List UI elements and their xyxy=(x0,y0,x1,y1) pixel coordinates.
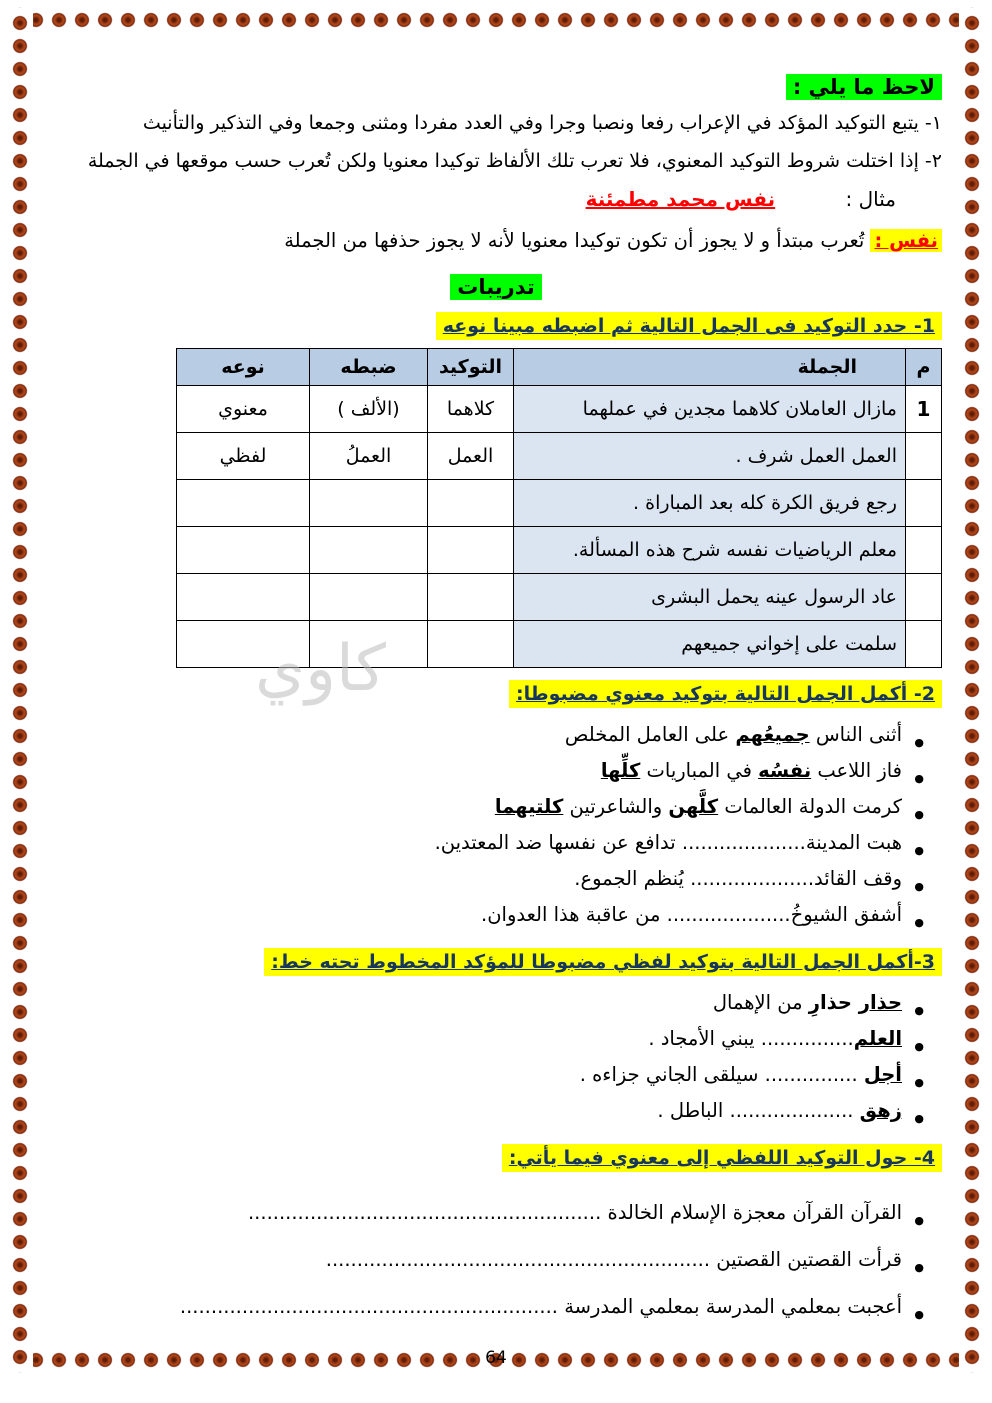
cell-sentence: العمل العمل شرف . xyxy=(514,433,906,480)
example-text: نفس محمد مطمئنة xyxy=(585,186,776,211)
table-row xyxy=(177,527,942,574)
list-item: ● حذار حذارِ من الإهمال xyxy=(50,988,926,1018)
exercise3-heading: 3-أكمل الجمل التالية بتوكيد لفظي مضبوطا للمؤكد المخطوط تحته خط: xyxy=(264,948,942,976)
rule-point-2: ٢- إذا اختلت شروط التوكيد المعنوي، فلا تعرب تلك الألفاظ توكيدا معنويا ولكن تُعرب حسب موقعها في الجملة xyxy=(87,150,942,173)
list-item: ● أشفق الشيوخُ.................... من عاقبة هذا العدوان. xyxy=(50,900,926,930)
note-line xyxy=(50,225,942,256)
list-item: ● وقف القائد.................... يُنظم الجموع. xyxy=(50,864,926,894)
cell-sentence: مازال العاملان كلاهما مجدين في عملهما xyxy=(514,386,906,433)
emphasis-table xyxy=(176,348,942,668)
exercise2-list xyxy=(50,720,942,930)
exercise1-heading-row xyxy=(50,300,942,340)
col-header-dabt: ضبطه xyxy=(310,349,428,386)
cell-num xyxy=(906,574,942,621)
exercise3-heading-row xyxy=(50,936,942,976)
list-item: ● كرمت الدولة العالمات كلَّهن والشاعرتين كلتيهما xyxy=(50,792,926,822)
list-item: ● أجل ............... سيلقى الجاني جزاءه . xyxy=(50,1060,926,1090)
table-row xyxy=(177,621,942,668)
list-item: ● القرآن القرآن معجزة الإسلام الخالدة ......................................................... xyxy=(50,1198,926,1228)
ornament-border-left xyxy=(7,7,33,1373)
cell-num xyxy=(906,527,942,574)
cell-dabt xyxy=(310,574,428,621)
watermark: كاوي xyxy=(255,632,386,706)
list-item: ● أثنى الناس جميعُهم على العامل المخلص xyxy=(50,720,926,750)
cell-dabt xyxy=(310,527,428,574)
list-item: ● هبت المدينة.................... تدافع عن نفسها ضد المعتدين. xyxy=(50,828,926,858)
cell-dabt: العملُ xyxy=(310,433,428,480)
list-item: ● العلم............... يبني الأمجاد . xyxy=(50,1024,926,1054)
table-header-row xyxy=(177,349,942,386)
cell-num xyxy=(906,621,942,668)
cell-num: 1 xyxy=(906,386,942,433)
ornament-border-right xyxy=(959,7,985,1373)
cell-emphasis: كلاهما xyxy=(428,386,514,433)
page-number: 64 xyxy=(485,1348,507,1369)
col-header-sentence: الجملة xyxy=(514,349,906,386)
cell-type: معنوي xyxy=(177,386,310,433)
col-header-type: نوعه xyxy=(177,349,310,386)
cell-dabt xyxy=(310,480,428,527)
ornament-border-top xyxy=(7,7,985,33)
cell-dabt: (الألف ) xyxy=(310,386,428,433)
cell-sentence: سلمت على إخواني جميعهم xyxy=(514,621,906,668)
rule-point-1: ١- يتبع التوكيد المؤكد في الإعراب رفعا ونصبا وجرا وفي العدد مفردا ومثنى وجمعا وفي التذكير والتأنيث xyxy=(142,112,942,134)
exercises-heading-row xyxy=(50,274,942,300)
list-item: ● قرأت القصتين القصتين .............................................................. xyxy=(50,1245,926,1275)
col-header-emphasis: التوكيد xyxy=(428,349,514,386)
exercise4-list xyxy=(50,1198,942,1322)
cell-emphasis xyxy=(428,574,514,621)
exercise4-heading-row xyxy=(50,1132,942,1172)
example-line xyxy=(50,187,942,211)
cell-num xyxy=(906,433,942,480)
exercise2-heading-row xyxy=(50,668,942,708)
cell-dabt xyxy=(310,621,428,668)
exercise4-heading: 4- حول التوكيد اللفظي إلى معنوي فيما يأتي: xyxy=(502,1144,942,1172)
cell-sentence: عاد الرسول عينه يحمل البشرى xyxy=(514,574,906,621)
cell-emphasis xyxy=(428,621,514,668)
cell-type xyxy=(177,621,310,668)
notice-heading: لاحظ ما يلي : xyxy=(786,74,942,100)
table-row xyxy=(177,386,942,433)
notice-heading-row xyxy=(50,74,942,100)
col-header-num: م xyxy=(906,349,942,386)
cell-type: لفظي xyxy=(177,433,310,480)
table-row xyxy=(177,433,942,480)
cell-sentence: معلم الرياضيات نفسه شرح هذه المسألة. xyxy=(514,527,906,574)
note-text: تُعرب مبتدأ و لا يجوز أن تكون توكيدا معنويا لأنه لا يجوز حذفها من الجملة xyxy=(284,228,865,252)
exercise3-list xyxy=(50,988,942,1126)
note-keyword: نفس : xyxy=(870,229,942,252)
table-row xyxy=(177,480,942,527)
exercise1-heading: 1- حدد التوكيد فى الجمل التالية ثم اضبطه مبينا نوعه xyxy=(436,312,942,340)
exercise2-heading: 2- أكمل الجمل التالية بتوكيد معنوي مضبوطا: xyxy=(509,680,942,708)
cell-type xyxy=(177,527,310,574)
cell-emphasis xyxy=(428,480,514,527)
table-row xyxy=(177,574,942,621)
example-label: مثال : xyxy=(845,186,896,211)
cell-type xyxy=(177,574,310,621)
page-content xyxy=(50,42,942,1369)
cell-emphasis xyxy=(428,527,514,574)
exercises-heading: تدريبات xyxy=(450,274,542,300)
cell-type xyxy=(177,480,310,527)
list-item: ● أعجبت بمعلمي المدرسة بمعلمي المدرسة ............................................................. xyxy=(50,1292,926,1322)
list-item: ● فاز اللاعب نفسُه في المباريات كلِّها xyxy=(50,756,926,786)
cell-sentence: رجع فريق الكرة كله بعد المباراة . xyxy=(514,480,906,527)
cell-num xyxy=(906,480,942,527)
list-item: ● زهق .................... الباطل . xyxy=(50,1096,926,1126)
cell-emphasis: العمل xyxy=(428,433,514,480)
